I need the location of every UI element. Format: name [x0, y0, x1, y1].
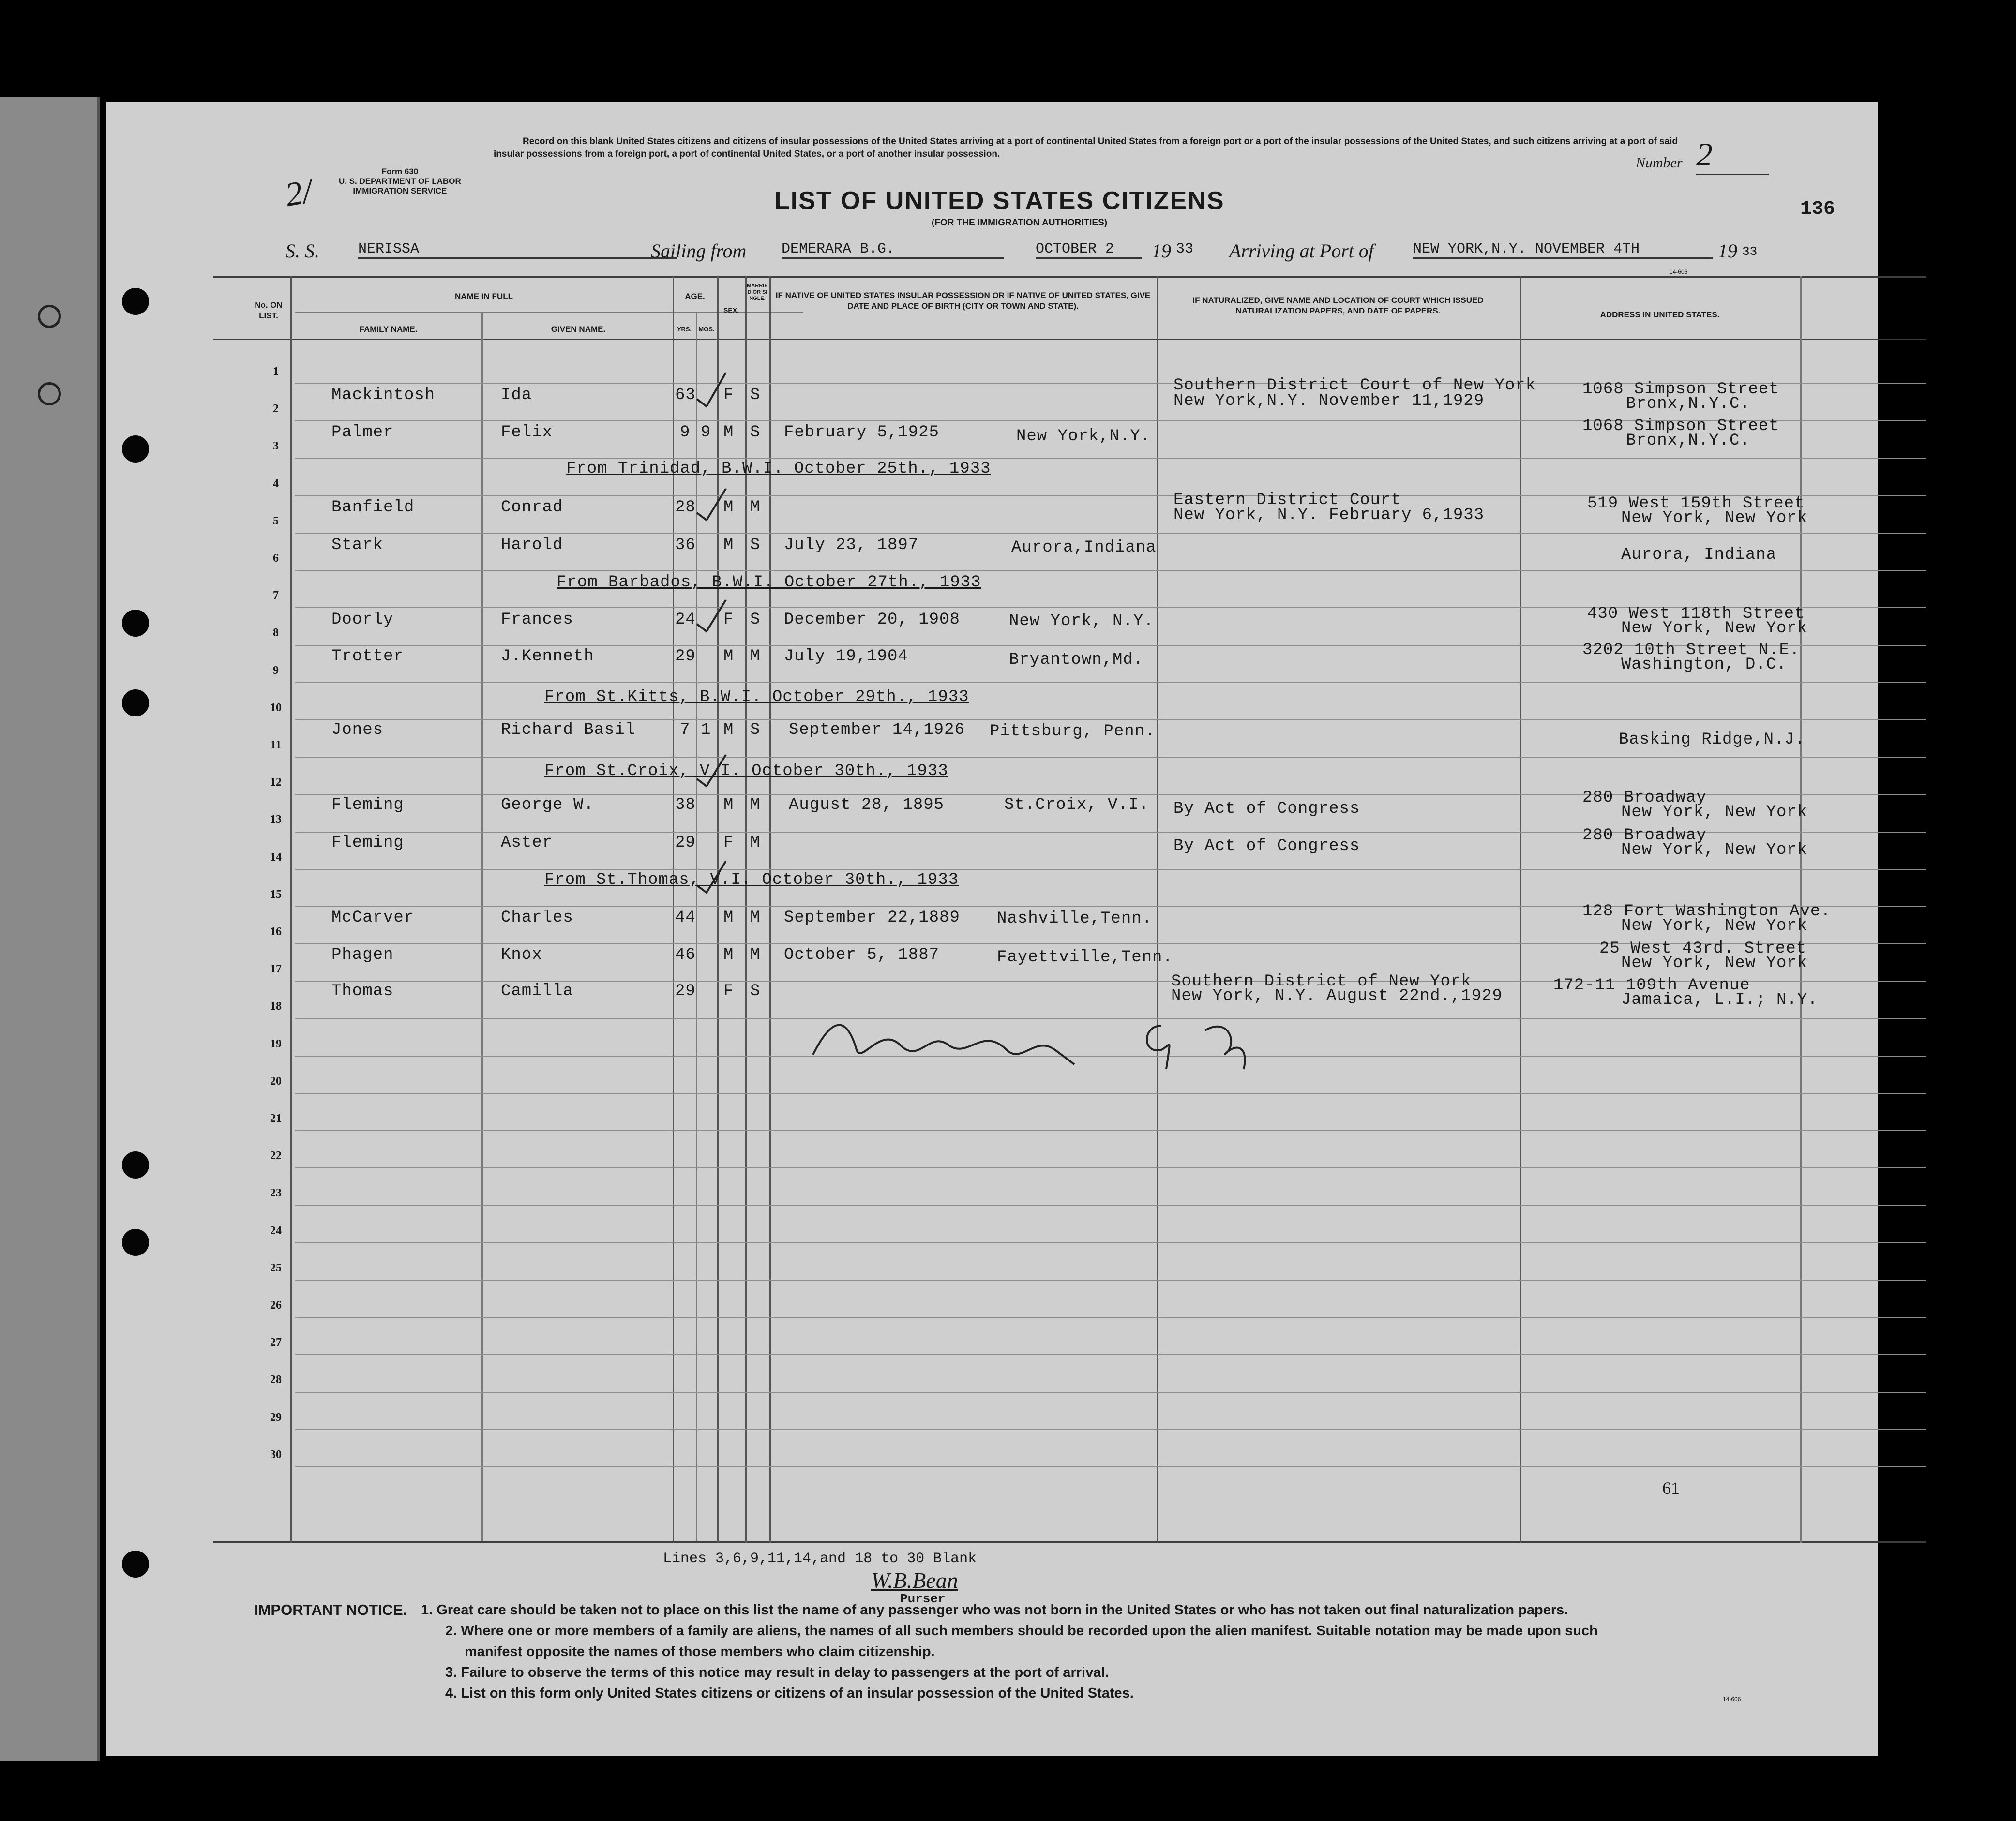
birth-date: September 14,1926 — [789, 721, 965, 739]
header-birth: IF NATIVE OF UNITED STATES INSULAR POSSESSION OR IF NATIVE OF UNITED STATES, GIVE DATE AND PLACE OF BIRTH (CITY OR TOWN AND STATE). — [775, 291, 1151, 311]
section-header: From Barbados, B.W.I. October 27th., 1933 — [557, 573, 981, 592]
check-mark-icon — [697, 755, 726, 786]
column-divider — [481, 312, 483, 1541]
address-line-2: Jamaica, L.I.; N.Y. — [1621, 991, 1818, 1009]
list-number: 2 — [1696, 135, 1769, 175]
marital-status: M — [750, 946, 761, 964]
check-mark-icon — [697, 373, 726, 406]
line-number: 24 — [270, 1224, 282, 1237]
marital-status: M — [750, 834, 761, 852]
line-number: 11 — [270, 739, 282, 751]
birth-date: December 20, 1908 — [784, 611, 960, 629]
age-months: 9 — [701, 423, 711, 442]
age-subheader-divider — [673, 312, 716, 313]
given-name: Frances — [501, 611, 573, 629]
line-number: 23 — [270, 1187, 282, 1200]
ss-label: S. S. — [286, 240, 319, 262]
line-number: 7 — [273, 589, 279, 602]
address-line-1: 128 Fort Washington Ave. — [1582, 902, 1831, 921]
row-rule — [295, 719, 1926, 720]
family-name: Trotter — [331, 647, 404, 666]
row-rule — [295, 1205, 1926, 1206]
form-number: Form 630 — [381, 167, 419, 176]
line-number: 18 — [270, 1000, 282, 1013]
notice-item: 1. Great care should be taken not to place on this list the name of any passenger who was not born in the United States or who has not taken out final naturalization papers. — [421, 1602, 1568, 1618]
birth-place: Aurora,Indiana — [1011, 538, 1157, 557]
line-number: 4 — [273, 477, 279, 490]
line-number: 1 — [273, 365, 279, 378]
column-divider — [1520, 276, 1521, 1543]
header-months: MOS. — [698, 326, 715, 333]
birth-place: Bryantown,Md. — [1009, 651, 1144, 669]
row-rule — [295, 1280, 1926, 1281]
ship-name: NERISSA — [358, 241, 677, 259]
sex: F — [723, 611, 734, 629]
row-rule — [295, 458, 1926, 459]
department-name: U. S. DEPARTMENT OF LABOR — [339, 177, 461, 186]
header-sex: SEX. — [723, 306, 739, 314]
address-line-1: 430 West 118th Street — [1587, 605, 1805, 623]
notice-item: 2. Where one or more members of a family are aliens, the names of all such members should be recorded upon the alien manifest. Suitable notation may be made upon such — [445, 1623, 1598, 1639]
address-line-2: New York, New York — [1621, 803, 1808, 821]
age-years: 28 — [675, 498, 696, 517]
blank-lines-note: Lines 3,6,9,11,14,and 18 to 30 Blank — [663, 1551, 977, 1567]
age-years: 29 — [675, 982, 696, 1000]
marital-status: M — [750, 909, 761, 927]
check-mark-icon — [697, 489, 726, 520]
header-divider — [213, 339, 1926, 340]
line-number: 20 — [270, 1075, 282, 1088]
sex: M — [723, 423, 734, 442]
sex: M — [723, 909, 734, 927]
table-top-border — [213, 276, 1926, 278]
line-number: 14 — [270, 851, 282, 864]
age-years: 24 — [675, 611, 696, 629]
line-number: 21 — [270, 1112, 282, 1125]
row-rule — [295, 869, 1926, 870]
given-name: Harold — [501, 536, 563, 554]
naturalization-detail: New York,N.Y. November 11,1929 — [1173, 392, 1485, 410]
row-rule — [295, 1167, 1926, 1168]
sex: M — [723, 498, 734, 517]
sailing-label: Sailing from — [651, 240, 747, 262]
marital-status: S — [750, 611, 761, 629]
address-line-2: Washington, D.C. — [1621, 656, 1787, 674]
naturalization-detail: New York, N.Y. February 6,1933 — [1173, 506, 1485, 524]
birth-date: August 28, 1895 — [789, 796, 945, 814]
row-rule — [295, 757, 1926, 758]
document-title: LIST OF UNITED STATES CITIZENS — [774, 187, 1225, 215]
line-number: 6 — [273, 552, 279, 565]
family-name: Stark — [331, 536, 384, 554]
birth-place: Pittsburg, Penn. — [990, 722, 1156, 741]
sex: M — [723, 536, 734, 554]
age-years: 7 — [680, 721, 691, 739]
arriving-year-prefix: 19 — [1718, 240, 1737, 262]
section-header: From Trinidad, B.W.I. October 25th., 1933 — [566, 460, 991, 478]
arriving-label: Arriving at Port of — [1229, 240, 1374, 262]
sailing-from: DEMERARA B.G. — [782, 241, 1004, 259]
number-label: Number — [1636, 155, 1683, 171]
header-age: AGE. — [685, 292, 705, 301]
line-number: 9 — [273, 664, 279, 677]
row-rule — [295, 1429, 1926, 1430]
address-line-2: New York, New York — [1621, 841, 1808, 859]
naturalization-court: Southern District Court of New York — [1173, 376, 1536, 395]
purser-signature: W.B.Bean — [871, 1568, 958, 1593]
given-name: Knox — [501, 946, 542, 964]
naturalization-detail: By Act of Congress — [1173, 800, 1360, 818]
row-rule — [295, 1317, 1926, 1318]
line-number: 17 — [270, 963, 282, 976]
family-name: Fleming — [331, 796, 404, 814]
sex: F — [723, 982, 734, 1000]
line-number: 22 — [270, 1149, 282, 1163]
check-marks — [663, 353, 760, 1030]
arriving-year: 33 — [1742, 244, 1758, 259]
punch-hole — [122, 1551, 149, 1578]
row-rule — [295, 1130, 1926, 1131]
punch-hole — [122, 610, 149, 637]
purser-label: Purser — [900, 1592, 946, 1606]
punch-hole — [122, 1151, 149, 1179]
form-code: 14-606 — [1670, 269, 1688, 275]
notice-heading: IMPORTANT NOTICE. — [254, 1601, 407, 1618]
line-number: 3 — [273, 440, 279, 453]
intro-text: Record on this blank United States citizens and citizens of insular possessions of the United States arriving at a port of continental United States from a foreign port or a port of the insular possessions of the United States, and such citizens arriving at a port of said insular possessions from a foreign port, a port of continental United States, or a port of another insular possession. — [494, 136, 1678, 159]
family-name: Palmer — [331, 423, 394, 442]
line-number: 29 — [270, 1411, 282, 1424]
family-name: Banfield — [331, 498, 415, 517]
line-number: 12 — [270, 776, 282, 789]
row-rule — [295, 1354, 1926, 1355]
address-line-2: New York, New York — [1621, 619, 1808, 638]
naturalization-court: Eastern District Court — [1173, 491, 1401, 509]
section-header: From St.Thomas, V.I. October 30th., 1933 — [544, 871, 959, 889]
birth-date: October 5, 1887 — [784, 946, 940, 964]
header-address: ADDRESS IN UNITED STATES. — [1600, 310, 1720, 319]
birth-place: St.Croix, V.I. — [1004, 796, 1149, 814]
punch-hole — [122, 435, 149, 463]
notice-item: manifest opposite the names of those members who claim citizenship. — [465, 1644, 935, 1659]
age-years: 63 — [675, 386, 696, 404]
section-header: From St.Kitts, B.W.I. October 29th., 1933 — [544, 688, 969, 706]
address-line-1: 280 Broadway — [1582, 789, 1707, 807]
line-number: 10 — [270, 701, 282, 714]
header-name-in-full: NAME IN FULL — [455, 292, 513, 301]
row-rule — [295, 1392, 1926, 1393]
given-name: Felix — [501, 423, 553, 442]
given-name: J.Kenneth — [501, 647, 594, 666]
marital-status: S — [750, 386, 761, 404]
marginal-note: 61 — [1662, 1478, 1680, 1498]
marital-status: S — [750, 423, 761, 442]
check-mark-icon — [697, 861, 726, 893]
naturalization-detail: By Act of Congress — [1173, 837, 1360, 855]
given-name: Ida — [501, 386, 532, 404]
service-name: IMMIGRATION SERVICE — [353, 186, 447, 195]
naturalization-detail: New York, N.Y. August 22nd.,1929 — [1171, 987, 1503, 1005]
row-rule — [295, 533, 1926, 534]
birth-place: Nashville,Tenn. — [997, 910, 1153, 928]
age-years: 29 — [675, 647, 696, 666]
family-name: McCarver — [331, 909, 415, 927]
family-name: Mackintosh — [331, 386, 436, 404]
sex: M — [723, 946, 734, 964]
address-line-1: 3202 10th Street N.E. — [1582, 641, 1800, 659]
birth-date: September 22,1889 — [784, 909, 960, 927]
family-name: Phagen — [331, 946, 394, 964]
given-name: Richard Basil — [501, 721, 636, 739]
table-bottom-border — [213, 1541, 1926, 1543]
header-naturalized: IF NATURALIZED, GIVE NAME AND LOCATION OF COURT WHICH ISSUED NATURALIZATION PAPERS, AND DATE OF PAPERS. — [1192, 296, 1484, 315]
family-name: Thomas — [331, 982, 394, 1000]
line-number: 5 — [273, 514, 279, 527]
sailing-year: 33 — [1176, 241, 1194, 257]
notice-item: 3. Failure to observe the terms of this notice may result in delay to passengers at the port of arrival. — [445, 1665, 1109, 1680]
marital-status: S — [750, 721, 761, 739]
line-number: 28 — [270, 1373, 282, 1387]
punch-hole — [122, 689, 149, 716]
punch-hole — [122, 1229, 149, 1256]
given-name: Aster — [501, 834, 553, 852]
section-header: From St.Croix, V.I. October 30th., 1933 — [544, 762, 948, 780]
age-years: 46 — [675, 946, 696, 964]
given-name: Conrad — [501, 498, 563, 517]
address-line-2: New York, New York — [1621, 917, 1808, 935]
age-years: 9 — [680, 423, 691, 442]
age-years: 44 — [675, 909, 696, 927]
line-number: 15 — [270, 888, 282, 901]
row-rule — [295, 1093, 1926, 1094]
address-line-1: 1068 Simpson Street — [1582, 417, 1779, 435]
sailing-year-prefix: 19 — [1152, 240, 1171, 262]
marital-status: S — [750, 536, 761, 554]
sex: M — [723, 647, 734, 666]
sex: F — [723, 386, 734, 404]
address-line-2: Basking Ridge,N.J. — [1619, 731, 1805, 749]
line-number: 2 — [273, 403, 279, 416]
marital-status: M — [750, 796, 761, 814]
birth-place: New York,N.Y. — [1016, 427, 1151, 446]
age-years: 29 — [675, 834, 696, 852]
sailing-date: OCTOBER 2 — [1036, 241, 1142, 259]
given-name: Camilla — [501, 982, 573, 1000]
punch-hole — [38, 382, 61, 405]
address-line-2: Bronx,N.Y.C. — [1626, 432, 1750, 450]
document-page — [106, 102, 1878, 1756]
handwritten-scribble — [803, 997, 1311, 1084]
birth-date: July 23, 1897 — [784, 536, 919, 554]
line-number: 8 — [273, 627, 279, 640]
column-divider — [290, 276, 292, 1543]
address-line-1: 25 West 43rd. Street — [1599, 940, 1807, 958]
age-months: 1 — [701, 721, 711, 739]
address-line-1: 280 Broadway — [1582, 826, 1707, 845]
header-family-name: FAMILY NAME. — [359, 325, 418, 334]
page-number: 136 — [1800, 198, 1835, 220]
line-number: 26 — [270, 1299, 282, 1312]
given-name: Charles — [501, 909, 573, 927]
notice-item: 4. List on this form only United States citizens or citizens of an insular possession of the United States. — [445, 1686, 1134, 1701]
birth-date: February 5,1925 — [784, 423, 940, 442]
check-mark-icon — [697, 600, 726, 631]
handwritten-mark: 2/ — [282, 172, 315, 214]
punch-hole — [122, 288, 149, 315]
marital-status: M — [750, 647, 761, 666]
address-line-2: New York, New York — [1621, 509, 1808, 527]
form-code-footer: 14-606 — [1723, 1696, 1741, 1702]
header-given-name: GIVEN NAME. — [551, 325, 606, 334]
family-name: Fleming — [331, 834, 404, 852]
naturalization-court: Southern District of New York — [1171, 972, 1472, 991]
form-id-block — [339, 167, 461, 196]
row-rule — [295, 1466, 1926, 1467]
header-married: MARRIED OR SINGLE. — [747, 283, 768, 301]
age-years: 38 — [675, 796, 696, 814]
given-name: George W. — [501, 796, 594, 814]
line-number: 30 — [270, 1448, 282, 1461]
address-line-1: 172-11 109th Avenue — [1553, 976, 1750, 995]
header-list-number: No. ON LIST. — [255, 300, 283, 320]
age-years: 36 — [675, 536, 696, 554]
column-divider — [1157, 276, 1158, 1543]
line-number: 27 — [270, 1336, 282, 1349]
arriving-port: NEW YORK,N.Y. NOVEMBER 4TH — [1413, 241, 1713, 259]
sex: M — [723, 721, 734, 739]
address-line-1: 1068 Simpson Street — [1582, 380, 1779, 399]
row-rule — [295, 1242, 1926, 1243]
sex: F — [723, 834, 734, 852]
marital-status: S — [750, 982, 761, 1000]
binder-strip — [0, 97, 100, 1761]
document-subtitle: (FOR THE IMMIGRATION AUTHORITIES) — [932, 218, 1108, 228]
row-rule — [295, 570, 1926, 571]
row-rule — [295, 682, 1926, 683]
address-line-2: Bronx,N.Y.C. — [1626, 395, 1750, 413]
header-years: YRS. — [677, 326, 692, 333]
family-name: Doorly — [331, 611, 394, 629]
line-number: 16 — [270, 925, 282, 938]
marital-status: M — [750, 498, 761, 517]
birth-place: Fayettville,Tenn. — [997, 948, 1173, 967]
birth-place: New York, N.Y. — [1009, 612, 1154, 630]
punch-hole — [38, 305, 61, 328]
address-line-1: 519 West 159th Street — [1587, 494, 1805, 513]
line-number: 19 — [270, 1037, 282, 1050]
sex: M — [723, 796, 734, 814]
line-number: 13 — [270, 813, 282, 826]
address-line-2: Aurora, Indiana — [1621, 546, 1777, 564]
birth-date: July 19,1904 — [784, 647, 908, 666]
line-number: 25 — [270, 1261, 282, 1274]
family-name: Jones — [331, 721, 384, 739]
address-line-2: New York, New York — [1621, 954, 1808, 972]
